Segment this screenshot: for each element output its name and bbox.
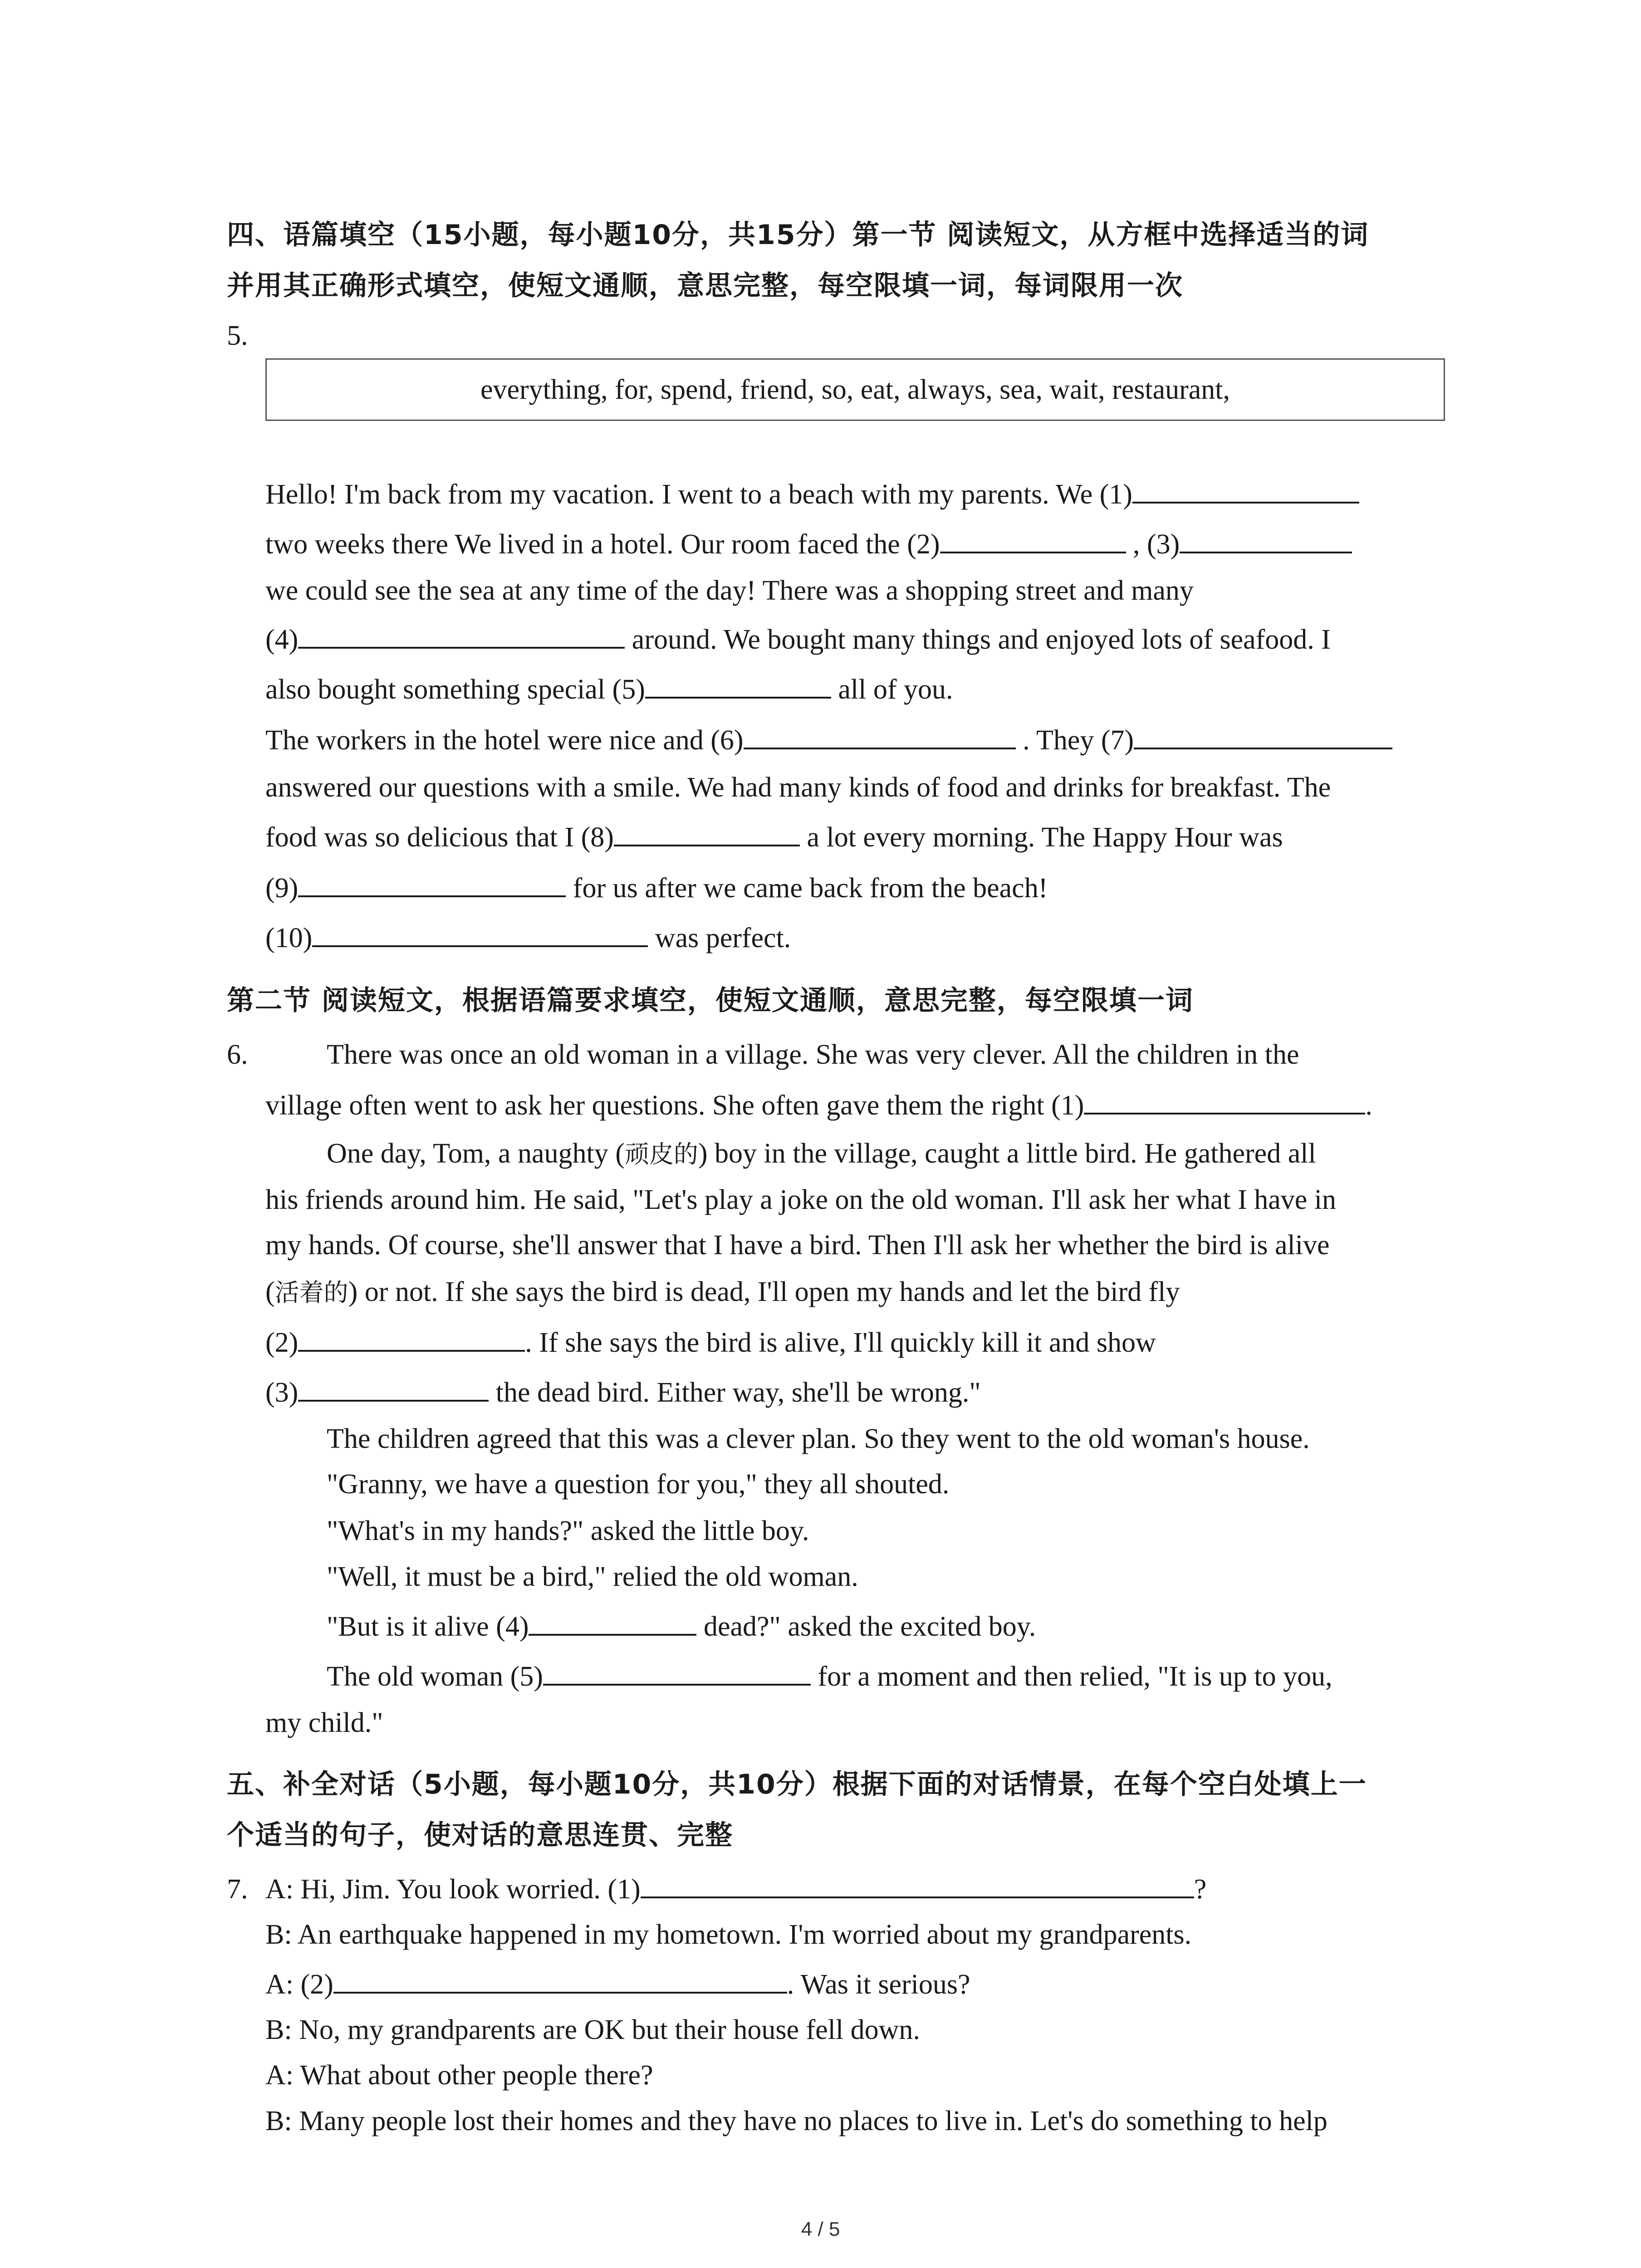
q6-line-10: [327, 1466, 949, 1502]
q6-line-13: [327, 1608, 1036, 1645]
q6-blank-5[interactable]: [543, 1658, 811, 1686]
dialogue-line-4: [265, 2012, 920, 2048]
q6-text: ) boy in the village, caught a little bird. He gathered all: [698, 1138, 1316, 1169]
q6-line-8: [265, 1374, 981, 1411]
q6-gloss: 活着的: [274, 1278, 348, 1307]
q6-text: my child.": [265, 1707, 383, 1738]
dialogue-text: B: An earthquake happened in my hometown. I'm worried about my grandparents.: [265, 1919, 1192, 1950]
q6-text: (3): [265, 1377, 299, 1408]
dialogue-text: A: (2): [265, 1969, 333, 2000]
passage-line-5: [265, 671, 953, 708]
dialogue-blank-2[interactable]: [333, 1966, 787, 1994]
blank-5[interactable]: [645, 671, 831, 699]
passage-line-6: [265, 722, 1392, 758]
dialogue-text: B: No, my grandparents are OK but their house fell down.: [265, 2014, 920, 2045]
q6-text: "What's in my hands?" asked the little boy.: [327, 1515, 809, 1546]
section5-heading: [227, 1759, 1452, 1861]
dialogue-text: A: What about other people there?: [265, 2060, 653, 2091]
passage-line-2: [265, 526, 1352, 562]
passage-line-10: [265, 920, 791, 956]
q6-blank-3[interactable]: [298, 1374, 489, 1402]
question-6-number: 6.: [227, 1039, 248, 1070]
q6-line-9: [327, 1421, 1310, 1457]
passage-text: (4): [265, 624, 299, 655]
q6-blank-1[interactable]: [1084, 1087, 1365, 1114]
q6-text: (: [265, 1276, 275, 1307]
question-7-number: 7.: [227, 1874, 248, 1905]
dialogue-line-5: [265, 2057, 653, 2093]
q6-text: . If she says the bird is alive, I'll quickly kill it and show: [525, 1327, 1156, 1358]
dialogue-text: ?: [1194, 1874, 1207, 1905]
passage-text: Hello! I'm back from my vacation. I went to a beach with my parents. We (1): [265, 479, 1132, 510]
dialogue-blank-1[interactable]: [641, 1871, 1194, 1898]
q6-blank-2[interactable]: [298, 1325, 525, 1352]
dialogue-line-2: [265, 1916, 1191, 1953]
q6-line-5: [265, 1227, 1330, 1263]
blank-6[interactable]: [744, 722, 1016, 749]
section4-heading: [227, 210, 1452, 311]
q6-text: dead?" asked the excited boy.: [696, 1611, 1036, 1642]
q6-line-15: [265, 1705, 383, 1741]
q6-line-11: [327, 1513, 809, 1549]
dialogue-text: B: Many people lost their homes and they have no places to live in. Let's do something to help: [265, 2106, 1327, 2136]
passage-line-3: [265, 572, 1194, 609]
blank-4[interactable]: [298, 621, 625, 649]
q6-text: village often went to ask her questions. She often gave them the right (1): [265, 1090, 1084, 1121]
passage-line-8: [265, 819, 1283, 855]
section5-heading-line2: 个适当的句子，使对话的意思连贯、完整: [227, 1819, 733, 1851]
passage-text: we could see the sea at any time of the day! There was a shopping street and many: [265, 575, 1194, 606]
q6-text: The children agreed that this was a clever plan. So they went to the old woman's house.: [327, 1423, 1310, 1454]
passage-text: around. We bought many things and enjoyed lots of seafood. I: [625, 624, 1331, 655]
word-box-words: everything, for, spend, friend, so, eat, always, sea, wait, restaurant,: [480, 374, 1230, 405]
blank-7[interactable]: [1134, 722, 1392, 749]
q6-text: .: [1365, 1090, 1372, 1121]
blank-10[interactable]: [312, 920, 648, 947]
question-5-number: 5.: [227, 320, 248, 351]
q6-text: "Well, it must be a bird," relied the old woman.: [327, 1561, 858, 1592]
dialogue-text: . Was it serious?: [787, 1969, 970, 2000]
dialogue-line-6: [265, 2103, 1327, 2139]
q6-text: One day, Tom, a naughty (: [327, 1138, 625, 1169]
section5-heading-line1: 五、补全对话（5小题，每小题10分，共10分）根据下面的对话情景，在每个空白处填上一: [227, 1769, 1367, 1800]
passage-text: food was so delicious that I (8): [265, 822, 614, 853]
blank-9[interactable]: [298, 870, 566, 897]
q6-text: the dead bird. Either way, she'll be wrong.": [489, 1377, 981, 1408]
passage-text: , (3): [1126, 529, 1180, 560]
q6-gloss: 顽皮的: [624, 1140, 698, 1168]
blank-1[interactable]: [1132, 476, 1359, 503]
q6-line-12: [327, 1559, 858, 1595]
passage-text: answered our questions with a smile. We had many kinds of food and drinks for breakfast. The: [265, 772, 1331, 803]
passage-text: (9): [265, 873, 299, 904]
page-number: 4 / 5: [801, 2218, 840, 2240]
passage-text: a lot every morning. The Happy Hour was: [799, 822, 1283, 853]
passage-line-9: [265, 870, 1048, 906]
passage-text: all of you.: [831, 674, 953, 705]
passage-text: (10): [265, 923, 313, 953]
q6-text: for a moment and then relied, "It is up to you,: [810, 1661, 1332, 1692]
q6-line-7: [265, 1325, 1156, 1361]
passage-text: two weeks there We lived in a hotel. Our room faced the (2): [265, 529, 940, 560]
q6-line-14: [327, 1658, 1332, 1695]
q6-line-4: [265, 1182, 1336, 1218]
passage-line-1: [265, 476, 1359, 513]
passage-text: was perfect.: [648, 923, 791, 953]
q6-text: ) or not. If she says the bird is dead, I'll open my hands and let the bird fly: [348, 1276, 1180, 1307]
section4-heading-line2: 并用其正确形式填空，使短文通顺，意思完整，每空限填一词，每词限用一次: [227, 270, 1183, 302]
blank-3[interactable]: [1180, 526, 1352, 553]
passage-line-4: [265, 621, 1331, 658]
q6-text: his friends around him. He said, "Let's play a joke on the old woman. I'll ask her what I have in: [265, 1184, 1337, 1215]
passage-line-7: [265, 769, 1331, 806]
word-box: [265, 358, 1445, 421]
q6-text: "But is it alive (4): [327, 1611, 529, 1642]
q6-line-2: [265, 1087, 1372, 1124]
q6-text: my hands. Of course, she'll answer that I have a bird. Then I'll ask her whether the bird is alive: [265, 1230, 1330, 1261]
passage-text: The workers in the hotel were nice and (6): [265, 725, 744, 756]
q6-text: The old woman (5): [327, 1661, 543, 1692]
dialogue-line-3: [265, 1966, 970, 2003]
passage-text: also bought something special (5): [265, 674, 645, 705]
q6-text: "Granny, we have a question for you," they all shouted.: [327, 1469, 950, 1500]
dialogue-text: A: Hi, Jim. You look worried. (1): [265, 1874, 641, 1905]
passage-text: . They (7): [1015, 725, 1134, 756]
part2-heading: 第二节 阅读短文，根据语篇要求填空，使短文通顺，意思完整，每空限填一词: [227, 985, 1194, 1017]
blank-2[interactable]: [940, 526, 1126, 553]
q6-line-3: [327, 1135, 1316, 1172]
q6-blank-4[interactable]: [529, 1608, 696, 1636]
passage-text: for us after we came back from the beach!: [566, 873, 1048, 904]
section4-heading-line1: 四、语篇填空（15小题，每小题10分，共15分）第一节 阅读短文，从方框中选择适当的词: [227, 219, 1369, 251]
q6-text: (2): [265, 1327, 299, 1358]
blank-8[interactable]: [614, 819, 800, 846]
dialogue-line-1: [265, 1871, 1206, 1907]
q6-line-6: [265, 1274, 1180, 1310]
q6-line-1: [327, 1036, 1299, 1073]
q6-text: There was once an old woman in a village. She was very clever. All the children in the: [327, 1039, 1299, 1070]
